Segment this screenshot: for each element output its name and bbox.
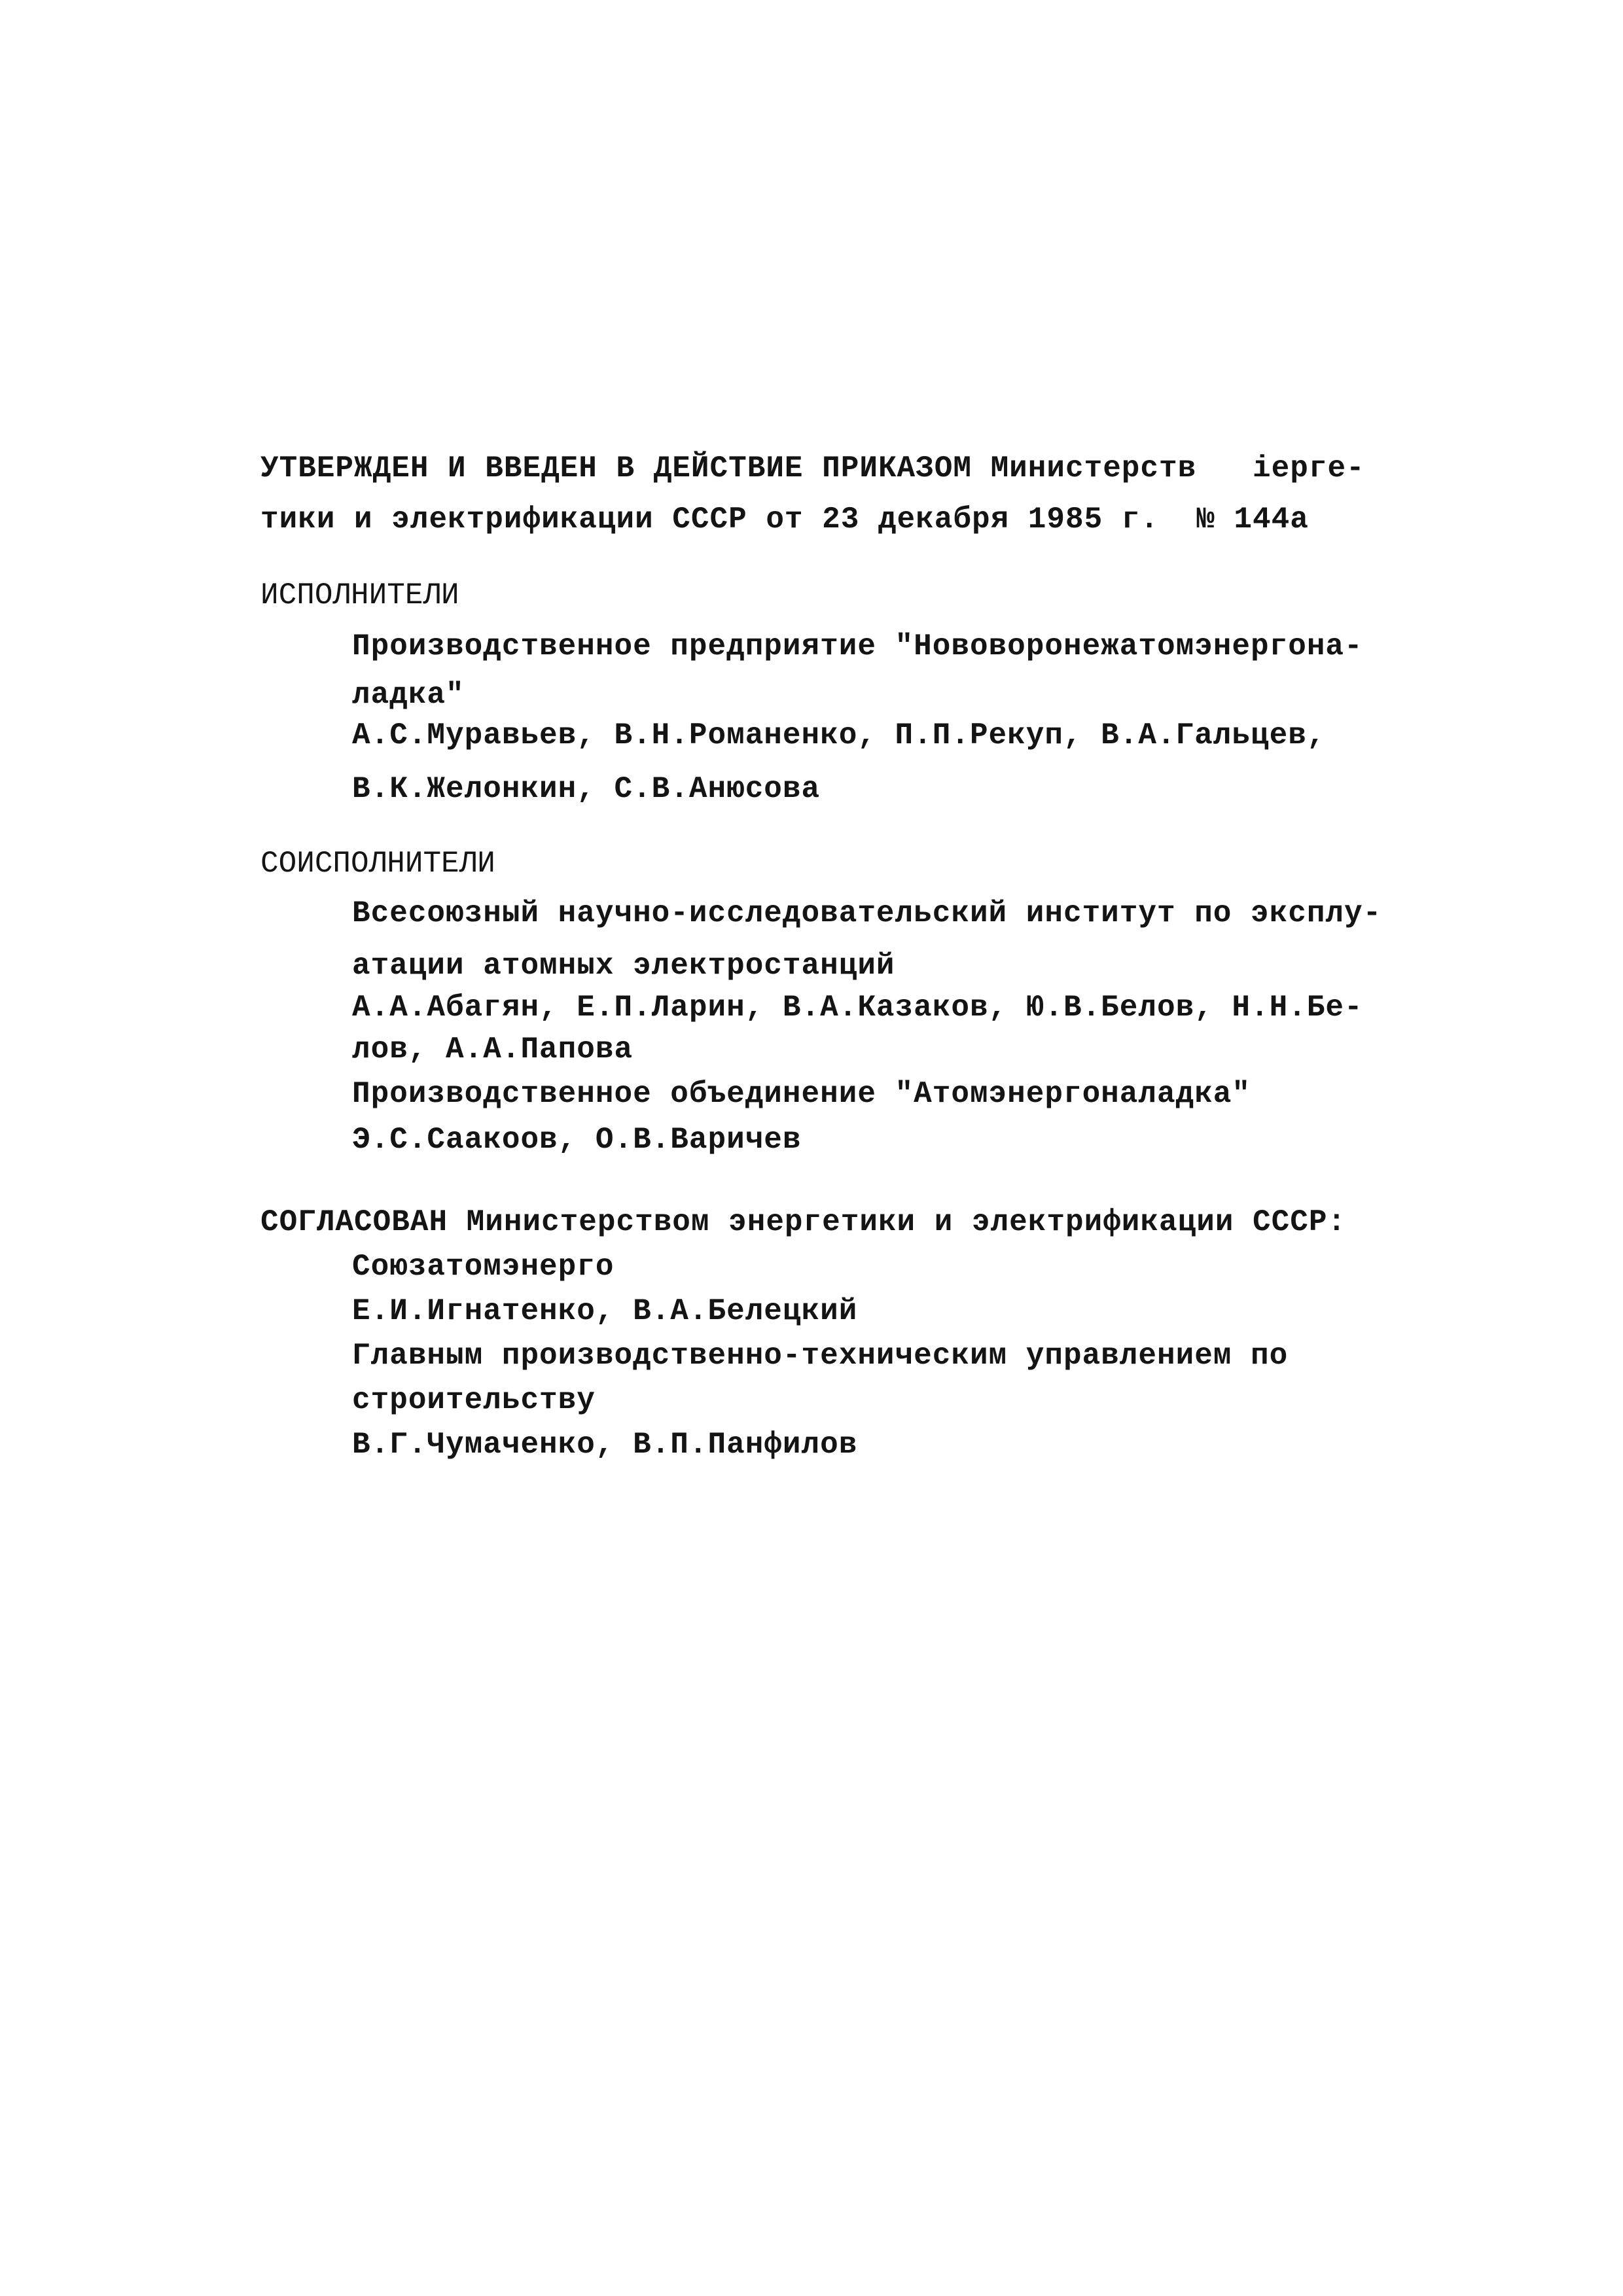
agreed-org2-line-2: строительству xyxy=(352,1383,596,1417)
co-executors-org2: Производственное объединение "Атомэнергоналадка" xyxy=(352,1077,1251,1111)
executors-heading: ИСПОЛНИТЕЛИ xyxy=(260,578,459,612)
approval-line-2: тики и электрификации СССР от 23 декабря 1985 г. № 144а xyxy=(260,503,1309,537)
co-executors-names1-line-1: А.А.Абагян, Е.П.Ларин, В.А.Казаков, Ю.В.Белов, Н.Н.Бе- xyxy=(352,991,1363,1025)
executors-org-line-1: Производственное предприятие "Нововоронежатомэнергона- xyxy=(352,629,1363,663)
agreed-names2: В.Г.Чумаченко, В.П.Панфилов xyxy=(352,1428,858,1462)
co-executors-heading: СОИСПОЛНИТЕЛИ xyxy=(260,847,495,881)
executors-names-line-2: В.К.Желонкин, С.В.Анюсова xyxy=(352,772,821,806)
co-executors-names2: Э.С.Саакоов, О.В.Варичев xyxy=(352,1123,802,1157)
agreed-org1: Союзатомэнерго xyxy=(352,1250,615,1284)
executors-names-line-1: А.С.Муравьев, В.Н.Романенко, П.П.Рекуп, В.А.Гальцев, xyxy=(352,718,1326,752)
co-executors-names1-line-2: лов, А.А.Папова xyxy=(352,1033,633,1067)
co-executors-org1-line-2: атации атомных электростанций xyxy=(352,949,895,983)
executors-org-line-2: ладка" xyxy=(352,678,465,712)
approval-line-1: УТВЕРЖДЕН И ВВЕДЕН В ДЕЙСТВИЕ ПРИКАЗОМ Министерств іерге- xyxy=(260,451,1365,486)
agreed-org2-line-1: Главным производственно-техническим управлением по xyxy=(352,1339,1289,1373)
agreed-line-1: СОГЛАСОВАН Министерством энергетики и электрификации СССР: xyxy=(260,1205,1347,1239)
agreed-names1: Е.И.Игнатенко, В.А.Белецкий xyxy=(352,1294,858,1328)
co-executors-org1-line-1: Всесоюзный научно-исследовательский институт по эксплу- xyxy=(352,896,1382,930)
